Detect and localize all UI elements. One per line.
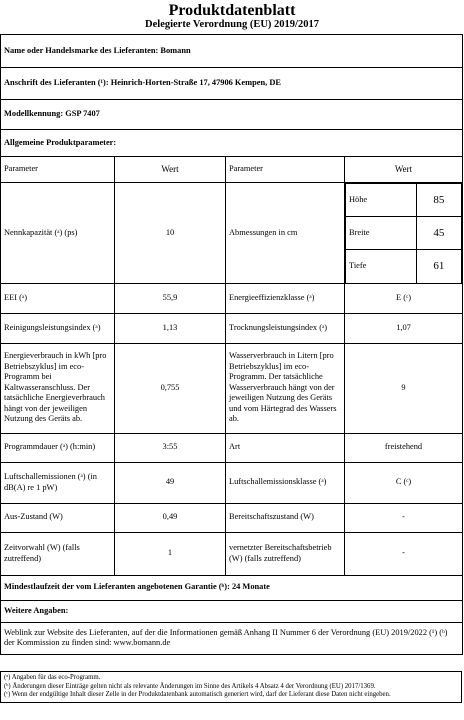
- networked-standby-label: vernetzter Bereitschaftsbetrieb (W) (falls zutreffend): [226, 532, 345, 575]
- warranty: Mindestlaufzeit der vom Lieferanten angebotenen Garantie (ᵇ): 24 Monate: [1, 575, 463, 600]
- energy-class-label: Energieeffizienzklasse (ᵃ): [226, 283, 345, 313]
- drying-label: Trocknungsleistungsindex (ᵃ): [226, 313, 345, 343]
- col-header-param-2: Parameter: [226, 157, 345, 183]
- col-header-value-2: Wert: [345, 157, 463, 183]
- footnote-b: (ᵇ) Änderungen dieser Einträge gelten nicht als relevante Änderungen im Sinne des Artikels 4 Absatz 4 der Verordnung (EU) 2017/1369.: [4, 682, 376, 690]
- document-title: Produktdatenblatt: [168, 2, 296, 19]
- eei-value: 55,9: [115, 283, 226, 313]
- delay-start-value: 1: [115, 532, 226, 575]
- noise-class-value: C (ᶜ): [345, 462, 463, 503]
- supplier-address: Anschrift des Lieferanten (¹): Heinrich-Horten-Straße 17, 47906 Kempen, DE: [1, 68, 463, 100]
- depth-value: 61: [416, 250, 461, 283]
- energy-consumption-label: Energieverbrauch in kWh [pro Betriebszyklus] im eco-Programm bei Kaltwasseranschluss. Der tatsächliche Energieverbrauch hängt von der jeweiligen Nutzung des Geräts ab.: [1, 343, 115, 433]
- water-consumption-value: 9: [345, 343, 463, 433]
- energy-class-value: E (ᶜ): [345, 283, 463, 313]
- off-mode-label: Aus-Zustand (W): [1, 503, 115, 532]
- document-subtitle: Delegierte Verordnung (EU) 2019/2017: [145, 19, 319, 30]
- data-table: [0, 34, 463, 655]
- drying-value: 1,07: [345, 313, 463, 343]
- type-label: Art: [226, 433, 345, 462]
- col-header-param: Parameter: [1, 157, 115, 183]
- program-duration-label: Programmdauer (ᵃ) (h:min): [1, 433, 115, 462]
- height-value: 85: [416, 184, 461, 217]
- energy-consumption-value: 0,755: [115, 343, 226, 433]
- noise-label: Luftschallemissionen (ᵃ) (in dB(A) re 1 pW): [1, 462, 115, 503]
- noise-class-label: Luftschallemissionsklasse (ᵃ): [226, 462, 345, 503]
- width-value: 45: [416, 217, 461, 250]
- networked-standby-value: -: [345, 532, 463, 575]
- dimensions-cell: [345, 183, 463, 284]
- width-label: Breite: [346, 217, 417, 250]
- footnote-a: (ᵃ) Angaben für das eco-Programm.: [4, 674, 101, 681]
- standby-value: -: [345, 503, 463, 532]
- off-mode-value: 0,49: [115, 503, 226, 532]
- eei-label: EEI (ᵃ): [1, 283, 115, 313]
- weblink-info: Weblink zur Website des Lieferanten, auf der die Informationen gemäß Anhang II Nummer 6 der Verordnung (EU) 2019/2022 (¹) (ᵇ) der Kommission zu finden sind: www.bomann.de: [1, 622, 463, 654]
- footnotes: [0, 671, 462, 703]
- program-duration-value: 3:55: [115, 433, 226, 462]
- cleaning-value: 1,13: [115, 313, 226, 343]
- footnote-c: (ᶜ) Wenn der endgültige Inhalt dieser Zelle in der Produktdatenbank automatisch generiert wird, darf der Lieferant diese Daten nicht eingeben.: [4, 691, 391, 698]
- model-id: Modellkennung: GSP 7407: [1, 100, 463, 130]
- cleaning-label: Reinigungsleistungsindex (ᵃ): [1, 313, 115, 343]
- capacity-label: Nennkapazität (ᵃ) (ps): [1, 183, 115, 284]
- supplier-name: Name oder Handelsmarke des Lieferanten: Bomann: [1, 35, 463, 68]
- depth-label: Tiefe: [346, 250, 417, 283]
- water-consumption-label: Wasserverbrauch in Litern [pro Betriebszyklus] im eco-Programm. Der tatsächliche Wasserverbrauch hängt von der jeweiligen Nutzung des Geräts und vom Härtegrad des Wassers ab.: [226, 343, 345, 433]
- col-header-value: Wert: [115, 157, 226, 183]
- dimensions-label: Abmessungen in cm: [226, 183, 345, 284]
- noise-value: 49: [115, 462, 226, 503]
- capacity-value: 10: [115, 183, 226, 284]
- type-value: freistehend: [345, 433, 463, 462]
- delay-start-label: Zeitvorwahl (W) (falls zutreffend): [1, 532, 115, 575]
- further-info-heading: Weitere Angaben:: [1, 600, 463, 622]
- general-params-heading: Allgemeine Produktparameter:: [1, 130, 463, 157]
- dimensions-table: [345, 183, 462, 283]
- standby-label: Bereitschaftszustand (W): [226, 503, 345, 532]
- height-label: Höhe: [346, 184, 417, 217]
